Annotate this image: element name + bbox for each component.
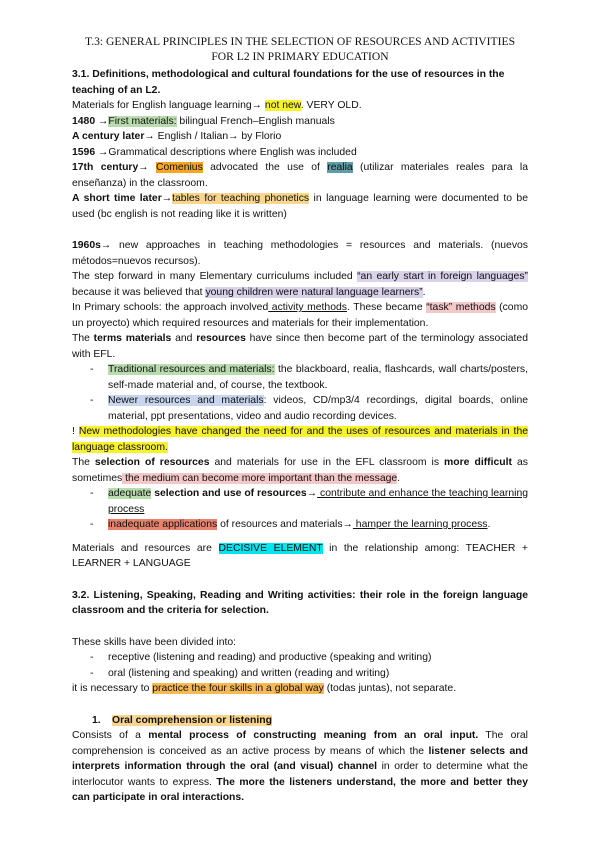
list-item-adequate: - adequate selection and use of resources→ contribute and enhance the teaching learning process [108,486,528,517]
section-3-2-heading: 3.2. Listening, Speaking, Reading and Writing activities: their role in the foreign language classroom and the criteria for selection. [72,589,528,616]
list-item-receptive: - receptive (listening and reading) and productive (speaking and writing) [108,650,528,666]
highlight-early-start: “an early start in foreign languages” [357,271,528,282]
paragraph-step-forward: The step forward in many Elementary curriculums included “an early start in foreign languages” because it was believed that young children were natural language learners”. [72,271,528,298]
resources-list [72,362,528,424]
paragraph-new-methodologies: ! New methodologies have changed the need for and the uses of resources and materials in the language classroom. [72,426,529,453]
selection-list [72,486,528,533]
section-3-1-heading: 3.1. Definitions, methodological and cultural foundations for the use of resources in the teaching of an L2. [72,69,505,96]
line-century-later: A century later→ English / Italian→ by Florio [72,131,282,142]
paragraph-practice: it is necessary to practice the four skills in a global way (todas juntas), not separate. [72,683,457,694]
underline-contribute: contribute and enhance the teaching learning process [108,488,529,515]
title-line-1: T.3: GENERAL PRINCIPLES IN THE SELECTION OF RESOURCES AND ACTIVITIES [84,35,516,48]
highlight-inadequate: inadequate applications [108,519,218,530]
highlight-first-materials: First materials: [108,115,177,127]
list-item-inadequate: - inadequate applications of resources and materials→ hamper the learning process. [108,517,528,533]
materials-line: Materials for English language learning→ not new. VERY OLD. [72,100,362,111]
highlight-natural-learners: young children were natural language learners” [205,286,423,298]
highlight-task-methods: “task” methods [426,302,496,313]
heading-oral-comprehension: 1. Oral comprehension or listening [92,714,272,726]
line-short-time-later: A short time later→tables for teaching phonetics in language learning were documented to be used (bc english is not reading like it is written) [72,193,528,220]
paragraph-1960s: 1960s→ new approaches in teaching methodologies = resources and materials. (nuevos métodos=nuevos recursos). [72,240,528,267]
line-1596: 1596 →Grammatical descriptions where English was included [72,146,357,158]
paragraph-selection: The selection of resources and materials for use in the EFL classroom is more difficult as sometimes the medium can become more important than the message. [72,457,528,484]
paragraph-oral-comprehension: Consists of a mental process of constructing meaning from an oral input. The oral comprehension is conceived as an active process by means of which the listener selects and interprets information through the oral (and visual) channel in order to determine what the interlocutor wants to express. The more the listeners understand, the more and better they can participate in oral interactions. [72,730,528,803]
list-item-newer: - Newer resources and materials: videos, CD/mp3/4 recordings, digital boards, online material, ppt presentations, video and audio recording devices. [108,393,528,424]
highlight-practice-global: practice the four skills in a global way [152,683,324,694]
line-17th-century: 17th century→ Comenius advocated the use of realia (utilizar materiales reales para la enseñanza) in the classroom. [72,162,528,189]
highlight-decisive-element: DECISIVE ELEMENT [218,542,323,554]
highlight-not-new: not new [264,100,301,111]
title-line-2: FOR L2 IN PRIMARY EDUCATION [211,50,389,63]
skills-list [72,650,528,681]
document-title [72,34,528,64]
highlight-comenius: Comenius [155,162,203,173]
underline-hamper: hamper the learning process [352,519,488,530]
list-item-oral-written: - oral (listening and speaking) and written (reading and writing) [108,666,528,682]
highlight-oral-heading: Oral comprehension or listening [112,714,272,726]
highlight-newer: Newer resources and materials [108,395,264,406]
skills-intro: These skills have been divided into: [72,636,237,648]
highlight-medium-message: the medium can become more important than the message [122,472,398,484]
line-1480: 1480 →First materials: bilingual French–English manuals [72,115,335,127]
paragraph-decisive: Materials and resources are DECISIVE ELEMENT in the relationship among: TEACHER + LEARNER + LANGUAGE [72,542,528,569]
highlight-new-methodologies: New methodologies have changed the need for and the uses of resources and materials in the language classroom. [72,426,529,453]
underline-activity-methods: activity methods [268,302,347,313]
highlight-adequate: adequate [108,488,152,499]
list-item-traditional: - Traditional resources and materials: the blackboard, realia, flashcards, wall charts/posters, self-made material and, of course, the textbook. [108,362,528,393]
document-page [72,34,528,806]
highlight-traditional: Traditional resources and materials: [108,364,275,375]
highlight-realia: realia [327,162,353,173]
highlight-phonetics-tables: tables for teaching phonetics [172,193,310,204]
paragraph-terms: The terms materials and resources have since then become part of the terminology associated with EFL. [72,333,528,360]
paragraph-primary-schools: In Primary schools: the approach involved activity methods. These became “task” methods (como un proyecto) which required resources and materials for their implementation. [72,302,529,329]
